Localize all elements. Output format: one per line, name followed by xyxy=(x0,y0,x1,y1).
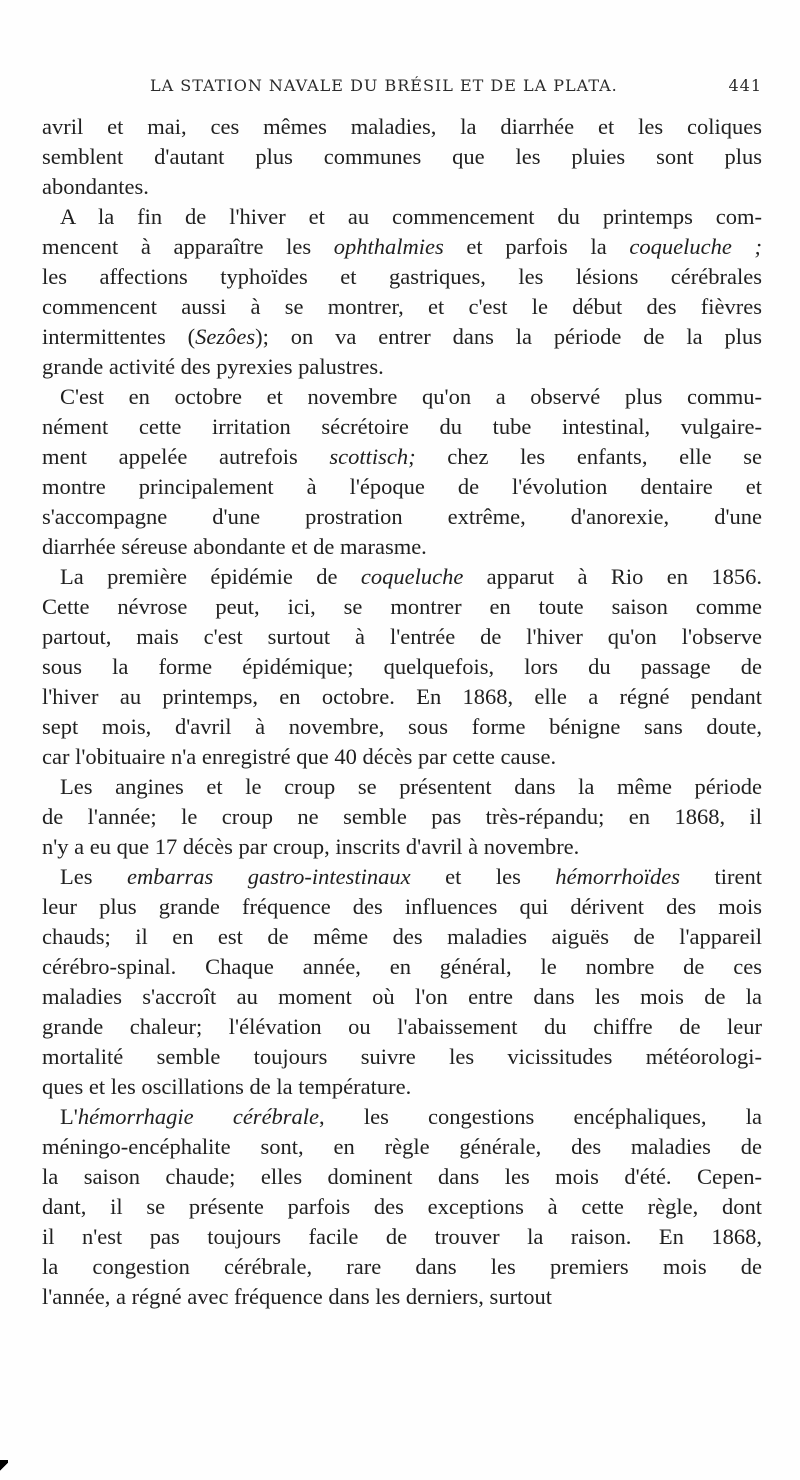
text-line: mortalité semble toujours suivre les vicissitudes météorologi- xyxy=(42,1044,762,1069)
text-line: car l'obituaire n'a enregistré que 40 décès par cette cause. xyxy=(42,744,557,769)
text-line: Les embarras gastro-intestinaux et les hémorrhoïdes tirent xyxy=(60,864,763,889)
text-line: commencent aussi à se montrer, et c'est le début des fièvres xyxy=(42,294,762,319)
text-line: leur plus grande fréquence des influences qui dérivent des mois xyxy=(42,894,762,919)
text-line: nément cette irritation sécrétoire du tube intestinal, vulgaire- xyxy=(42,414,762,439)
text-line: ques et les oscillations de la température. xyxy=(42,1074,412,1099)
text-line: montre principalement à l'époque de l'évolution dentaire et xyxy=(42,474,762,499)
text-line: méningo-encéphalite sont, en règle générale, des maladies de xyxy=(42,1134,762,1159)
text-line: maladies s'accroît au moment où l'on entre dans les mois de la xyxy=(42,984,762,1009)
text-line: L'hémorrhagie cérébrale, les congestions encéphaliques, la xyxy=(60,1104,762,1129)
text-line: n'y a eu que 17 décès par croup, inscrits d'avril à novembre. xyxy=(42,834,580,859)
text-line: mencent à apparaître les ophthalmies et parfois la coqueluche ; xyxy=(42,234,762,259)
text-line: de l'année; le croup ne semble pas très-répandu; en 1868, il xyxy=(42,804,762,829)
text-line: il n'est pas toujours facile de trouver la raison. En 1868, xyxy=(42,1224,762,1249)
text-line: grande activité des pyrexies palustres. xyxy=(42,354,384,379)
scan-corner-mark xyxy=(0,1460,8,1474)
text-line: intermittentes (Sezôes); on va entrer dans la période de la plus xyxy=(42,324,762,349)
text-line: sous la forme épidémique; quelquefois, lors du passage de xyxy=(42,654,762,679)
text-line: La première épidémie de coqueluche apparut à Rio en 1856. xyxy=(60,564,762,589)
text-line: s'accompagne d'une prostration extrême, d'anorexie, d'une xyxy=(42,504,762,529)
text-line: cérébro-spinal. Chaque année, en général, le nombre de ces xyxy=(42,954,762,979)
text-line: abondantes. xyxy=(42,174,149,199)
text-line: semblent d'autant plus communes que les pluies sont plus xyxy=(42,144,762,169)
text-line: l'hiver au printemps, en octobre. En 1868, elle a régné pendant xyxy=(42,684,762,709)
text-line: la saison chaude; elles dominent dans les mois d'été. Cepen- xyxy=(42,1164,762,1189)
text-line: grande chaleur; l'élévation ou l'abaissement du chiffre de leur xyxy=(42,1014,762,1039)
text-line: Les angines et le croup se présentent dans la même période xyxy=(60,774,762,799)
body-text xyxy=(42,112,762,1312)
text-line: les affections typhoïdes et gastriques, les lésions cérébrales xyxy=(42,264,762,289)
text-line: chauds; il en est de même des maladies aiguës de l'appareil xyxy=(42,924,762,949)
text-line: C'est en octobre et novembre qu'on a observé plus commu- xyxy=(60,384,762,409)
text-line: ment appelée autrefois scottisch; chez les enfants, elle se xyxy=(42,444,762,469)
text-line: partout, mais c'est surtout à l'entrée de l'hiver qu'on l'observe xyxy=(42,624,762,649)
page-number: 441 xyxy=(728,76,762,95)
text-line: dant, il se présente parfois des exceptions à cette règle, dont xyxy=(42,1194,762,1219)
text-line: l'année, a régné avec fréquence dans les derniers, surtout xyxy=(42,1284,553,1309)
page-header xyxy=(150,76,762,100)
text-line: Cette névrose peut, ici, se montrer en toute saison comme xyxy=(42,594,762,619)
text-line: A la fin de l'hiver et au commencement du printemps com- xyxy=(60,204,762,229)
running-title: LA STATION NAVALE DU BRÉSIL ET DE LA PLATA. xyxy=(150,76,618,95)
text-line: sept mois, d'avril à novembre, sous forme bénigne sans doute, xyxy=(42,714,762,739)
text-line: avril et mai, ces mêmes maladies, la diarrhée et les coliques xyxy=(42,114,762,139)
text-line: diarrhée séreuse abondante et de marasme. xyxy=(42,534,427,559)
text-line: la congestion cérébrale, rare dans les premiers mois de xyxy=(42,1254,762,1279)
